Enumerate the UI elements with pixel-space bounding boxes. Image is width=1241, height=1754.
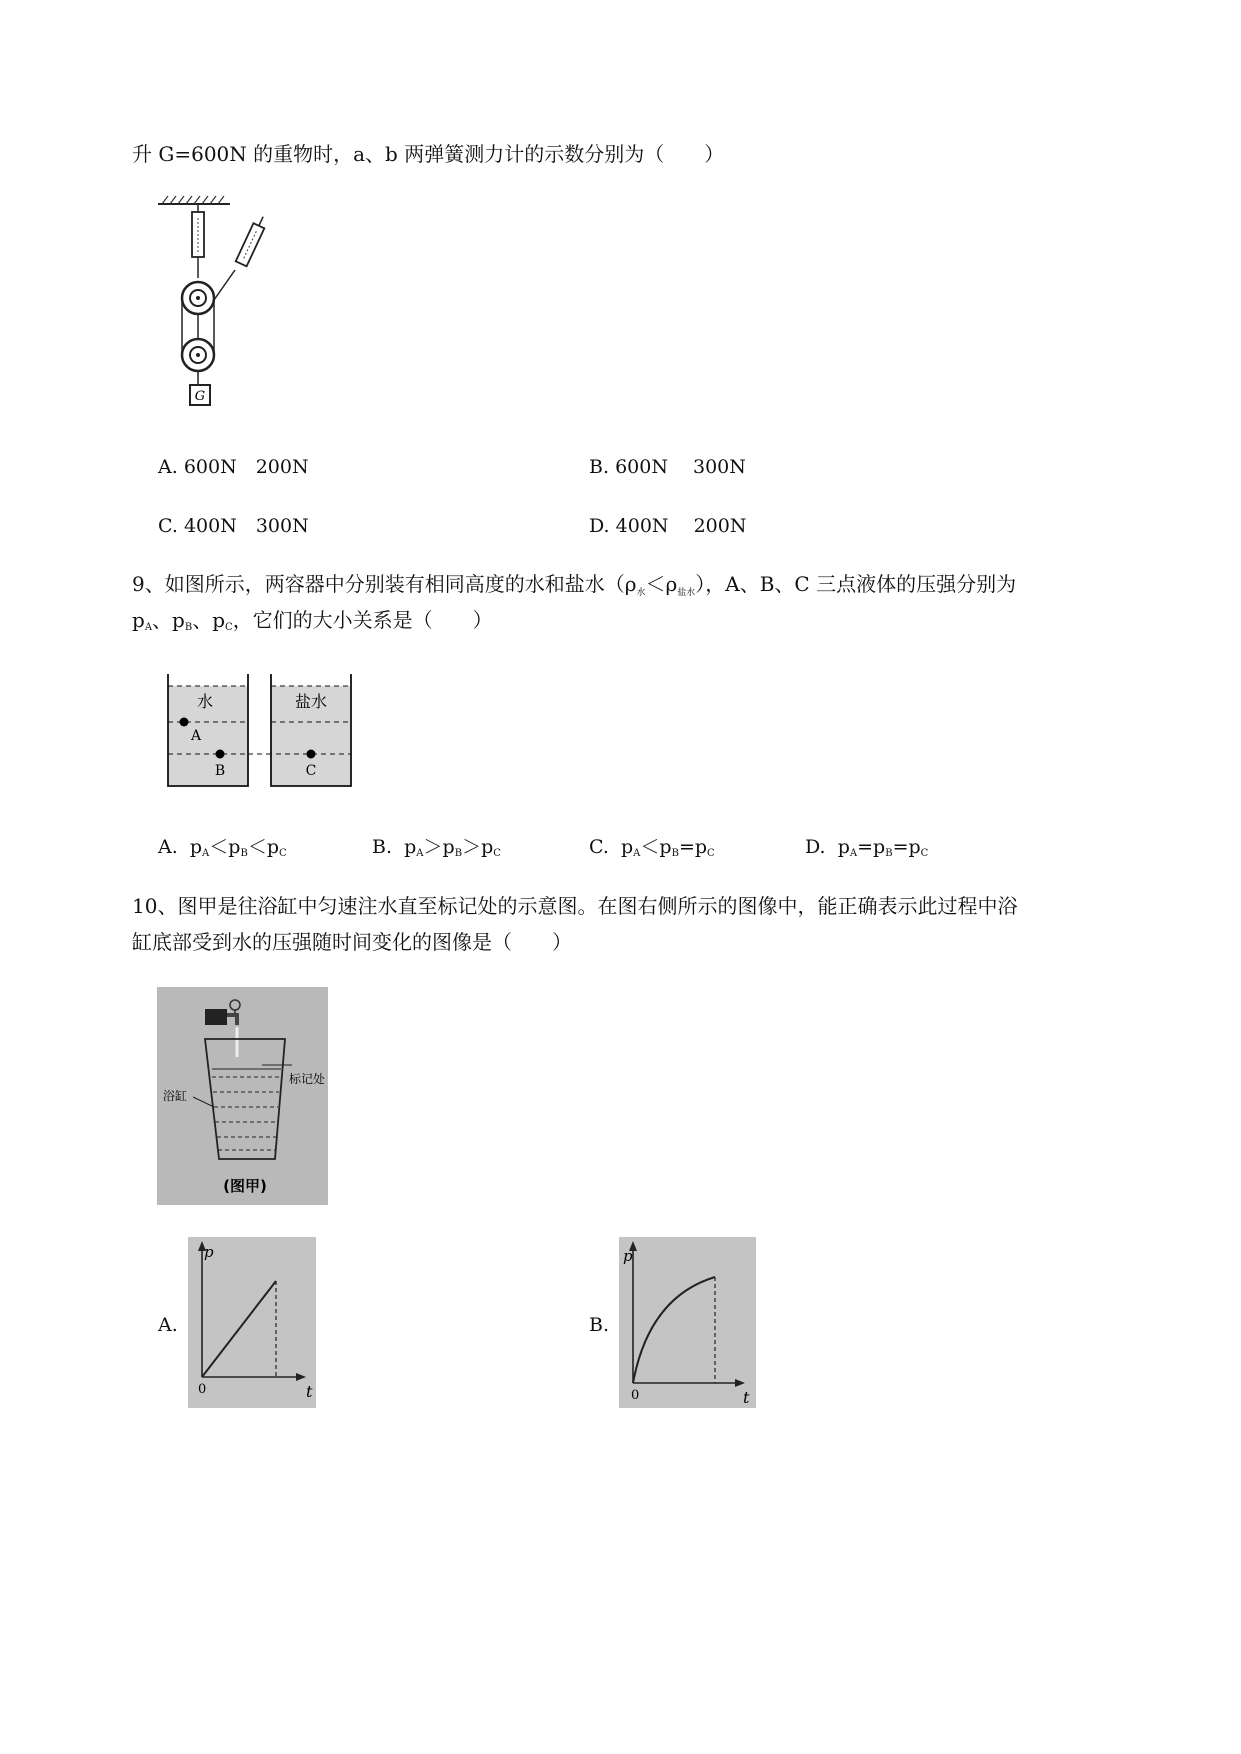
option-letter: D. [589,515,610,537]
point-c-dot [307,750,316,759]
figure-caption: (图甲) [223,1177,267,1195]
q10-stem-line2: 缸底部受到水的压强随时间变化的图像是（ ） [132,930,572,954]
q9-number: 9、 [132,572,165,596]
mark-label: 标记处 [288,1072,326,1086]
q8-option-d[interactable] [589,513,746,539]
x-axis-label: t [306,1382,313,1401]
q9-option-b[interactable]: B. $p_A>p_B>p_C$ [372,836,501,859]
q9-option-a[interactable]: A. $p_A<p_B<p_C$ [158,836,287,859]
option-letter: C. [589,836,609,858]
option-text: 600N 300N [615,456,746,478]
option-letter: B. [372,836,393,858]
q10-stem-line1: 10、图甲是往浴缸中匀速注水直至标记处的示意图。在图右侧所示的图像中，能正确表示此过程中浴 [132,894,1018,918]
origin-label: 0 [631,1388,640,1403]
q9-stem-line2: $p_A$、$p_B$、$p_C$，它们的大小关系是（ ） [132,608,493,633]
q9-option-c[interactable]: C. $p_A<p_B=p_C$ [589,836,715,859]
pulley-system-figure [150,190,280,415]
point-b-dot [216,750,225,759]
option-letter: D. [805,836,826,858]
weight-label: G [194,389,206,404]
rho-water-subscript: 水 [636,588,646,598]
x-axis-label: t [743,1388,750,1407]
point-b-label: B [214,763,226,779]
option-text: 400N 200N [615,515,747,537]
q8-option-a[interactable] [158,454,309,480]
q8-option-c[interactable] [158,513,309,539]
q9-option-d[interactable]: D. $p_A=p_B=p_C$ [805,836,929,859]
point-a-dot [180,718,189,727]
option-letter: B. [589,456,610,478]
point-a-label: A [190,728,202,744]
q8-stem-tail: 升 G=600N 的重物时，a、b 两弹簧测力计的示数分别为（ ） [132,142,725,166]
origin-label: 0 [198,1382,207,1397]
option-letter: A. [158,836,178,858]
q9-stem-line1: 9、如图所示，两容器中分别装有相同高度的水和盐水$(\rho_水<\rho_{盐水})$，A、B、C 三点液体的压强分别为 [132,572,1017,598]
water-label: 水 [196,692,214,711]
spring-balance-b [236,214,269,266]
tub-label: 浴缸 [162,1089,188,1103]
q10-option-b-letter[interactable]: B. [589,1314,610,1336]
q10-option-b-graph[interactable] [619,1237,756,1408]
option-letter: A. [158,456,178,478]
rho-salt-subscript: 盐水 [677,588,696,598]
q10-option-a-letter[interactable]: A. [158,1314,178,1336]
two-containers-figure [165,672,355,790]
saltwater-label: 盐水 [294,692,328,711]
y-axis-label: p [204,1243,214,1261]
point-c-label: C [305,763,317,779]
option-text: 600N 200N [183,456,309,478]
y-axis-label: p [623,1247,633,1265]
option-text: 400N 300N [183,515,309,537]
bathtub-figure [157,987,328,1205]
q10-option-a-graph[interactable] [188,1237,316,1408]
option-letter: C. [158,515,178,537]
q8-option-b[interactable] [589,454,746,480]
q10-number: 10、 [132,894,178,918]
